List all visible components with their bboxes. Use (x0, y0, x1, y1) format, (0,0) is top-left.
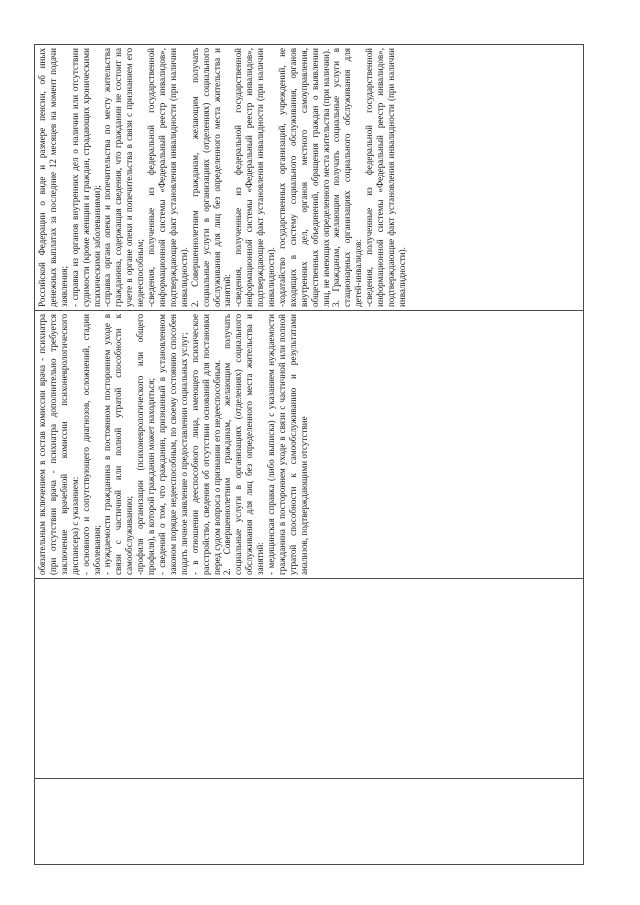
text-line: -сведения, полученные из федеральной государственной информационной системы «Федеральный реестр инвалидов», подтверждающие факт установления инвалидности (при наличии инвалидности). (146, 48, 189, 307)
rotated-page (34, 45, 584, 865)
text-line: - справка из органов внутренних дел о наличии или отсутствии судимости (кроме женщин и граждан, страдающих хроническими психическими заболеваниями); (69, 48, 102, 307)
text-line: -сведения, полученные из федеральной государственной информационной системы «Федеральный реестр инвалидов», подтверждающие факт установления инвалидности (при наличии инвалидности). (364, 48, 407, 307)
text-line: Российской Федерации о виде и размере пенсии, об иных денежных выплатах за последние 12 месяцев на момент подачи заявления; (37, 48, 69, 307)
text-line: -профиля организации (психоневрологического или общего профиля), в которой гражданин может находиться; (135, 314, 157, 575)
text-line: - нуждаемости гражданина в постоянном постороннем уходе в связи с частичной или полной утратой способности к самообслуживанию; (102, 314, 135, 575)
text-line: - в отношении дееспособного лица, имеющего психическое расстройство, сведения об отсутствии оснований для постановки перед судом вопроса о признании его недееспособным. (189, 314, 222, 575)
cell-additional-documents (35, 45, 584, 311)
cell-medical-documents (35, 311, 584, 579)
table-row (35, 45, 584, 865)
text-line: -справка органа опеки и попечительства по месту жительства гражданина, содержащая сведения, что гражданин не состоит на учете в органе опеки и попечительства в связи с признанием его недееспособным; (102, 48, 146, 307)
text-line: обязательным включением в состав комиссии врача - психиатра (при отсутствии врача - психиатра дополнительно требуется заключение врачебной комиссии психоневрологического диспансера) с указанием: (37, 314, 80, 575)
text-line: 2. Совершеннолетним гражданам, желающим получать социальные услуги в организациях (отделениях) социального обслуживания для лиц без определенного места жительства и занятий: (189, 48, 233, 307)
text-line: 2. Совершеннолетним гражданам, желающим получать социальные услуги в организациях (отделениях) социального обслуживания для лиц без определенного места жительства и занятий: (222, 314, 266, 575)
cell-service-name (35, 579, 584, 779)
rotated-content (34, 45, 584, 865)
text-line: - медицинская справка (либо выписка) с указанием нуждаемости гражданина в постороннем уходе в связи с частичной или полной утратой способности к самообслуживанию и результатами анализов, подтверждающими отсутствие (266, 314, 309, 575)
text-line: -сведения, полученные из федеральной государственной информационной системы «Федеральный реестр инвалидов», подтверждающие факт установления инвалидности (при наличии инвалидности). (233, 48, 277, 307)
text-line: - основного и сопутствующего диагнозов, осложнений, стадии заболевания; (80, 314, 102, 575)
text-line: -ходатайство государственных организаций, учреждений, не входящих в систему социального обслуживания, органов внутренних дел, органов местного самоуправления, общественных объединений, обращения граждан о выявлении лиц, не имеющих определенного места жительства (при наличии). (276, 48, 331, 307)
documents-table (34, 44, 584, 865)
text-line: 3. Гражданам, желающим получать социальные услуги в стационарных организациях социального обслуживания для детей-инвалидов: (331, 48, 364, 307)
text-line: - сведений о том, что гражданин, признанный в установленном законом порядке недееспособным, по своему состоянию способен подать личное заявление о предоставлении социальных услуг; (156, 314, 189, 575)
cell-number (35, 779, 584, 865)
